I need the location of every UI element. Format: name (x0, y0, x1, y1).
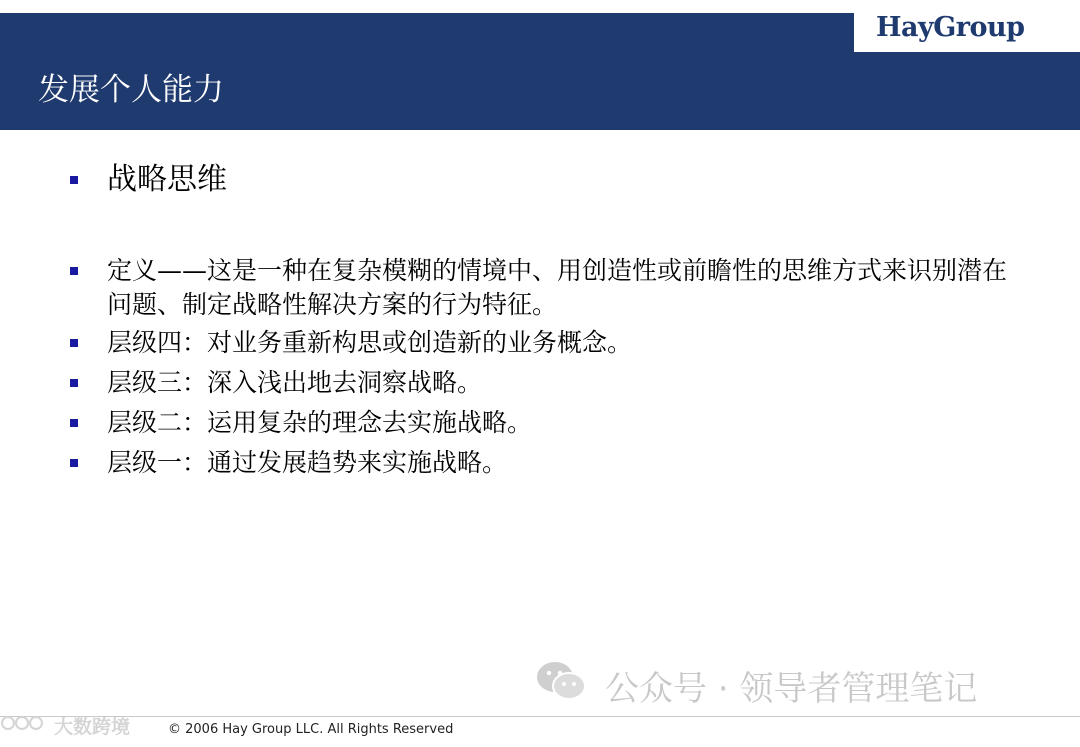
footer-divider (0, 716, 1080, 717)
wechat-watermark (535, 660, 977, 710)
bullet-square-icon (70, 379, 78, 387)
bullet-item-definition (70, 254, 1007, 322)
bullet-item-level-4 (70, 326, 1007, 360)
bullet-item-heading (70, 160, 1007, 200)
bullet-text: 定义——这是一种在复杂模糊的情境中、用创造性或前瞻性的思维方式来识别潜在问题、制定战略性解决方案的行为特征。 (107, 256, 1008, 319)
bullet-item-level-2 (70, 406, 1007, 440)
bullet-item-level-1 (70, 446, 1007, 480)
watermark-text: 公众号 · 领导者管理笔记 (605, 668, 978, 709)
bullet-text: 层级四：对业务重新构思或创造新的业务概念。 (107, 328, 633, 357)
brand-mark-icon (0, 712, 48, 739)
slide-title: 发展个人能力 (38, 72, 224, 108)
copyright-text: © 2006 Hay Group LLC. All Rights Reserved (168, 722, 454, 737)
bullet-item-level-3 (70, 366, 1007, 400)
footer-watermark-text: 大数跨境 (54, 716, 131, 738)
bullet-text: 层级三：深入浅出地去洞察战略。 (107, 368, 483, 397)
bullet-text: 层级一：通过发展趋势来实施战略。 (107, 448, 508, 477)
footer-watermark (0, 712, 130, 739)
bullet-square-icon (70, 339, 78, 347)
bullet-text: 战略思维 (107, 162, 227, 197)
wechat-icon (535, 659, 587, 712)
bullet-square-icon (70, 419, 78, 427)
bullet-text: 层级二：运用复杂的理念去实施战略。 (107, 408, 533, 437)
bullet-square-icon (70, 459, 78, 467)
bullet-square-icon (70, 176, 78, 184)
haygroup-logo: HayGroup (876, 12, 1025, 43)
bullet-square-icon (70, 267, 78, 275)
